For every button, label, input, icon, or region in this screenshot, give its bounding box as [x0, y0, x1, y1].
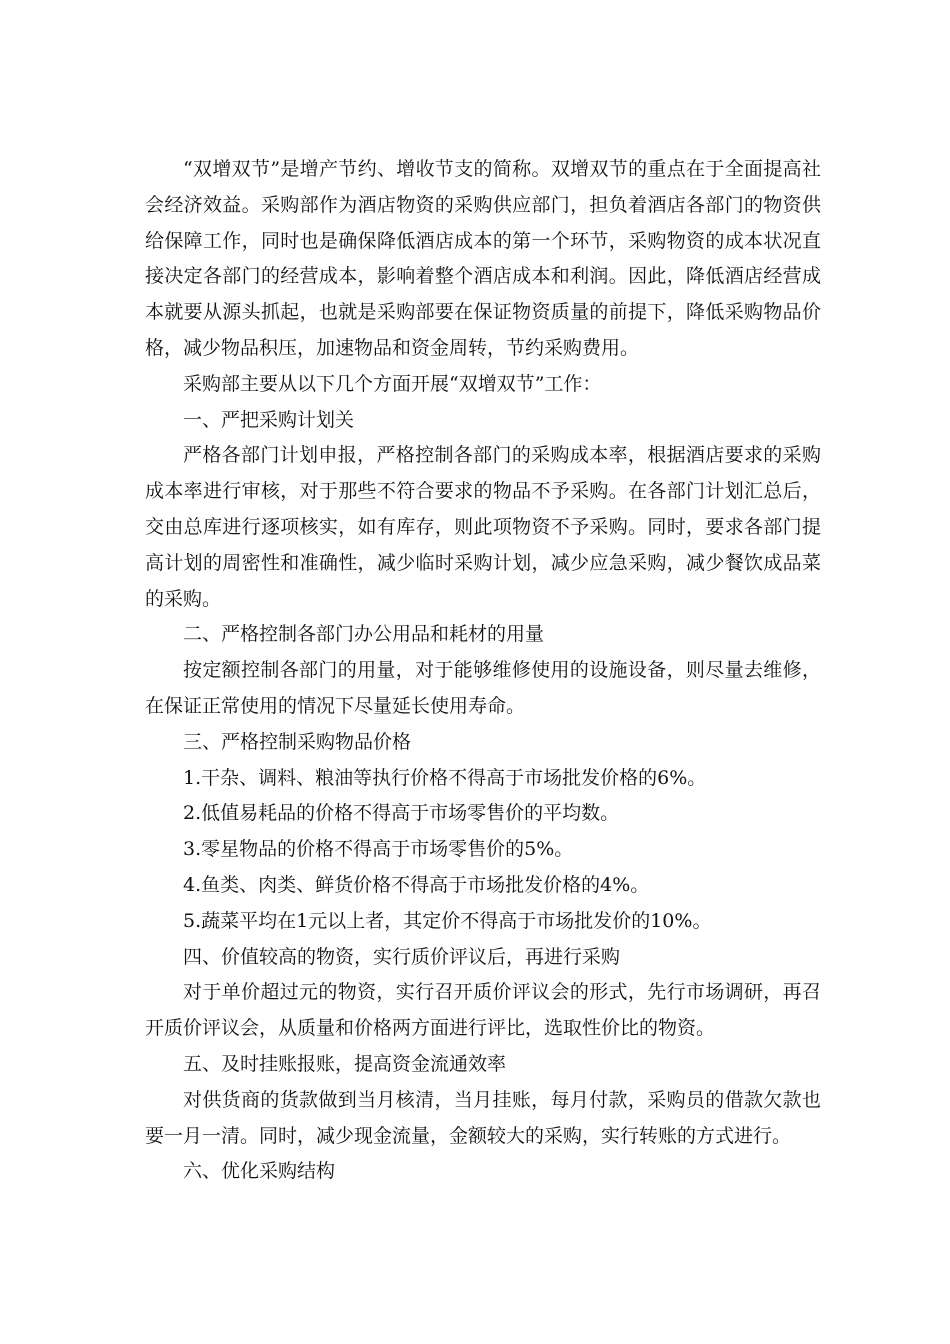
paragraph-section-2: 按定额控制各部门的用量，对于能够维修使用的设施设备，则尽量去维修，在保证正常使用的情况下尽量延长使用寿命。	[145, 659, 821, 717]
list-item-3: 3.零星物品的价格不得高于市场零售价的5%。	[183, 838, 574, 861]
paragraph-section-4: 对于单价超过元的物资，实行召开质价评议会的形式，先行市场调研，再召开质价评议会，从质量和价格两方面进行评比，选取性价比的物资。	[145, 981, 821, 1040]
list-item-4: 4.鱼类、肉类、鲜货价格不得高于市场批发价格的4%。	[183, 873, 650, 896]
section-heading-1: 一、严把采购计划关	[183, 408, 355, 431]
list-item-5: 5.蔬菜平均在1元以上者，其定价不得高于市场批发价的10%。	[183, 909, 712, 932]
paragraph-section-1: 严格各部门计划申报，严格控制各部门的采购成本率，根据酒店要求的采购成本率进行审核，对于那些不符合要求的物品不予采购。在各部门计划汇总后，交由总库进行逐项核实，如有库存，则此项物资不予采购。同时，要求各部门提高计划的周密性和准确性，减少临时采购计划，减少应急采购，减少餐饮成品菜的采购。	[145, 444, 821, 610]
paragraph-overview: 采购部主要从以下几个方面开展“双增双节”工作：	[183, 372, 602, 395]
list-item-2: 2.低值易耗品的价格不得高于市场零售价的平均数。	[183, 802, 620, 825]
section-heading-3: 三、严格控制采购物品价格	[183, 730, 412, 753]
section-heading-2: 二、严格控制各部门办公用品和耗材的用量	[183, 623, 545, 646]
list-item-1: 1.干杂、调料、粮油等执行价格不得高于市场批发价格的6%。	[183, 766, 707, 789]
paragraph-section-5: 对供货商的货款做到当月核清，当月挂账，每月付款，采购员的借款欠款也要一月一清。同时，减少现金流量，金额较大的采购，实行转账的方式进行。	[145, 1088, 821, 1147]
section-heading-4: 四、价值较高的物资，实行质价评议后，再进行采购	[183, 945, 621, 968]
section-heading-6: 六、优化采购结构	[183, 1160, 336, 1183]
section-heading-5: 五、及时挂账报账，提高资金流通效率	[183, 1052, 507, 1075]
document-body	[145, 152, 821, 1190]
paragraph-intro: “双增双节”是增产节约、增收节支的简称。双增双节的重点在于全面提高社会经济效益。采购部作为酒店物资的采购供应部门，担负着酒店各部门的物资供给保障工作，同时也是确保降低酒店成本的第一个环节，采购物资的成本状况直接决定各部门的经营成本，影响着整个酒店成本和利润。因此，降低酒店经营成本就要从源头抓起，也就是采购部要在保证物资质量的前提下，降低采购物品价格，减少物品积压，加速物品和资金周转，节约采购费用。	[145, 158, 821, 359]
